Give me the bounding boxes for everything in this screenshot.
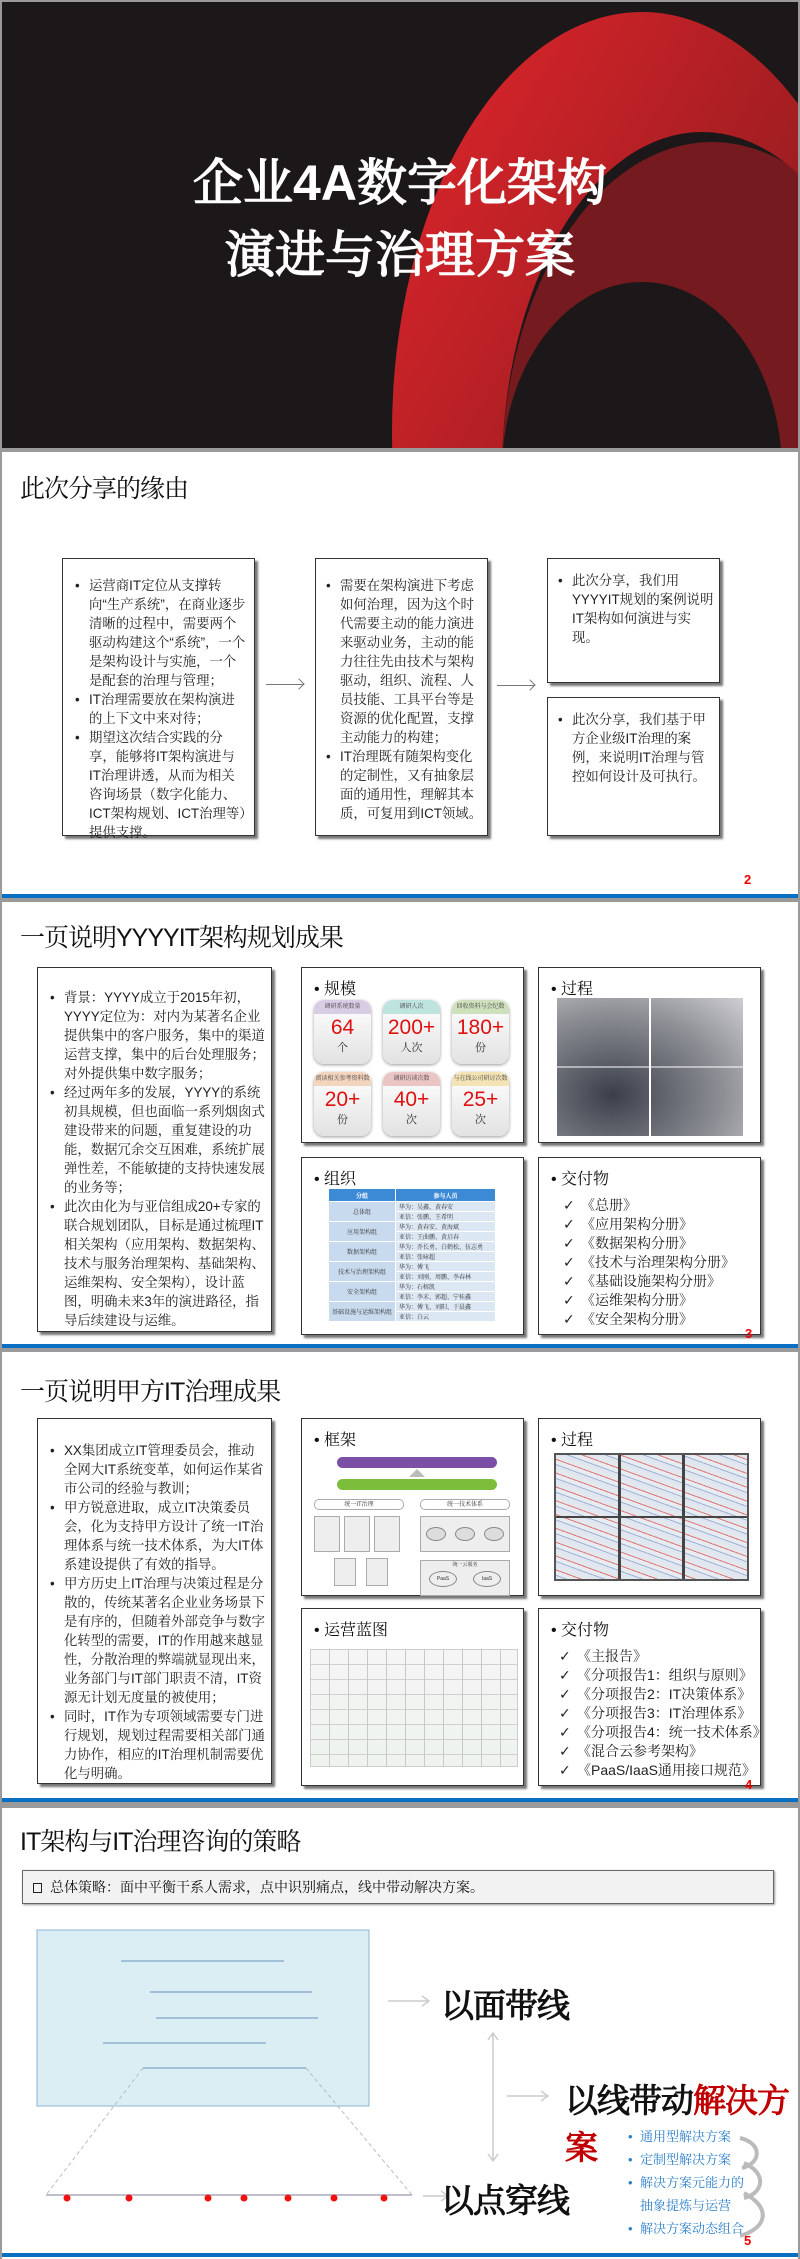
bullet: • 甲方历史上IT治理与决策过程是分散的，传统某著名企业业务场景下是有序的，但随着外部竞争与数字化转型的需要，IT的作用越来越显性，分散治理的弊端就显现出来，业务部门与IT部门职责不清，IT资源无计划无度量的被使用； (46, 1574, 265, 1707)
background-box (37, 1418, 272, 1784)
tile-label: 与在线公司研讨次数 (452, 1072, 509, 1086)
slide-bottom-bar (2, 1344, 798, 1348)
solution-item: • 通用型解决方案 (628, 2125, 748, 2148)
solution-item: • 解决方案元能力的抽象提炼与运营 (628, 2171, 748, 2217)
bullet: • 运营商IT定位从支撑转向“生产系统”，在商业逐步清晰的过程中，需要两个驱动构建这个“系统”，一个是架构设计与实施，一个是配套的治理与管理； (71, 576, 246, 690)
card-heading: • 过程 (551, 976, 593, 999)
member-cell: 亚信：李禾、郭超、宁桂鑫 (396, 1292, 496, 1302)
tile-unit: 次 (406, 1114, 417, 1126)
slide-title: 一页说明甲方IT治理成果 (20, 1378, 281, 1406)
pain-point-dot (331, 2195, 338, 2202)
pain-point-dot (285, 2195, 292, 2202)
tile-unit: 个 (337, 1042, 348, 1054)
slide-strategy (2, 1808, 798, 2259)
slide-reason (2, 452, 798, 898)
tile-label: 调研人次 (383, 1000, 440, 1014)
whiteboard-photo-collage (554, 1453, 749, 1581)
process-card (538, 1418, 761, 1596)
pain-point-dot (205, 2195, 212, 2202)
tile-unit: 份 (337, 1114, 348, 1126)
deliverable-item: ✓ 《技术与治理架构分册》 (563, 1253, 735, 1272)
member-cell: 亚信：张咏超 (396, 1252, 496, 1262)
group-cell: 总体组 (329, 1202, 396, 1222)
reason-box-3b (547, 697, 720, 836)
tile-value: 64 (330, 1016, 355, 1039)
tile-value: 20+ (324, 1088, 361, 1111)
member-cell: 华为：石榕凯 (396, 1282, 496, 1292)
page-number: 2 (744, 872, 752, 887)
deliverable-item: ✓ 《主报告》 (559, 1647, 760, 1666)
title-line-2: 演进与治理方案 (225, 227, 575, 283)
slide-bottom-bar (2, 2253, 798, 2257)
bullet: • XX集团成立IT管理委员会，推动全网大IT系统变革，如何运作某省市公司的经验与教训； (46, 1441, 265, 1498)
reason-box-2 (315, 558, 488, 836)
pain-point-dot (64, 2195, 71, 2202)
iaas-label: IaaS (473, 1571, 501, 1587)
member-cell: 华为：吴鑫、黄春安 (396, 1202, 496, 1212)
scale-tile (383, 1072, 440, 1136)
slide-title: 一页说明YYYYIT架构规划成果 (20, 924, 343, 952)
title-slide (2, 2, 798, 448)
tile-label: 回收资料与会纪数 (452, 1000, 509, 1014)
arrow-right-icon (266, 684, 303, 685)
line-label-red: 解决方案 (565, 2082, 789, 2166)
card-heading: • 运营蓝图 (314, 1617, 388, 1640)
deliverable-item: ✓ 《分项报告1：组织与原则》 (559, 1666, 760, 1685)
paas-label: PaaS (429, 1571, 457, 1587)
deliverable-item: ✓ 《数据架构分册》 (563, 1234, 735, 1253)
member-cell: 华为：傅飞、刘阳、于晨鑫 (396, 1302, 496, 1312)
tech-system-group (420, 1499, 510, 1589)
tile-unit: 人次 (400, 1042, 423, 1054)
group-cell: 基础设施与运维架构组 (329, 1302, 396, 1322)
column-header: 参与人员 (396, 1189, 496, 1202)
member-cell: 亚信：张鹏、王希明 (396, 1212, 496, 1222)
bullet: • 此次分享，我们基于甲方企业级IT治理的案例，来说明IT治理与管控如何设计及可执行。 (554, 710, 715, 786)
framework-card (301, 1418, 524, 1596)
tile-label: 调研访谈次数 (383, 1072, 440, 1086)
reason-box-3a (547, 558, 720, 683)
framework-arrow-up-icon (409, 1469, 425, 1477)
deliverable-item: ✓ 《分项报告3：IT治理体系》 (559, 1704, 760, 1723)
scale-tile (383, 1000, 440, 1064)
bullet: • 背景：YYYY成立于2015年初，YYYY定位为：对内为某著名企业提供集中的客户服务，集中的渠道运营支撑，集中的后台处理服务；对外提供集中数字服务； (46, 988, 265, 1083)
slide-title: 此次分享的缘由 (20, 475, 189, 503)
framework-second-bar (337, 1479, 497, 1490)
bullet: • 经过两年多的发展，YYYY的系统初具规模，但也面临一系列烟囱式建设带来的问题，重复建设的功能，数据冗余交互困难，系统扩展弹性差，不能敏捷的支持快速发展的业务等； (46, 1083, 265, 1197)
column-header: 分组 (329, 1189, 396, 1202)
table-row (329, 1222, 496, 1232)
it-governance-group (314, 1499, 404, 1589)
deliverable-item: ✓ 《应用架构分册》 (563, 1215, 735, 1234)
card-heading: • 规模 (314, 976, 356, 999)
reason-box-1 (62, 558, 255, 840)
deliverable-item: ✓ 《总册》 (563, 1196, 735, 1215)
strategy-text: 总体策略：面中平衡干系人需求，点中识别痛点，线中带动解决方案。 (50, 1879, 484, 1895)
bullet: • 需要在架构演进下考虑如何治理，因为这个时代需要主动的能力演进来驱动业务，主动的能力往往先由技术与架构驱动，组织、流程、人员技能、工具平台等是资源的优化配置，支撑主动能力的构建； (322, 576, 483, 747)
bullet: • IT治理既有随架构变化的定制性，又有抽象层面的通用性，理解其本质，可复用到ICT领域。 (322, 747, 483, 823)
vertical-double-arrow-icon (488, 2033, 498, 2161)
group-cell: 数据架构组 (329, 1242, 396, 1262)
group-header: 统一技术体系 (420, 1499, 510, 1510)
tile-value: 40+ (393, 1088, 430, 1111)
table-row (329, 1262, 496, 1272)
deliverable-item: ✓ 《安全架构分册》 (563, 1310, 735, 1329)
page-number: 3 (745, 1326, 753, 1341)
bullet: • 此次分享，我们用YYYYIT规划的案例说明IT架构如何演进与实现。 (554, 571, 715, 647)
scale-card (301, 967, 524, 1143)
solution-list (628, 2125, 748, 2240)
tile-label: 调研系统数量 (314, 1000, 371, 1014)
slide-title: IT架构与IT治理咨询的策略 (20, 1828, 301, 1856)
member-cell: 亚信：刘刚、周鹏、李春林 (396, 1272, 496, 1282)
arrow-right-icon (507, 2091, 548, 2101)
slide-bottom-bar (2, 1798, 798, 1802)
bullet: • 甲方锐意进取，成立IT决策委员会，化为支持甲方设计了统一IT治理体系与统一技术体系，为大IT体系建设提供了有效的指导。 (46, 1498, 265, 1574)
bullet: • 同时，IT作为专项领域需要专门进行规划，规划过程需要相关部门通力协作，相应的IT治理机制需要优化与明确。 (46, 1707, 265, 1783)
scale-tile (314, 1000, 371, 1064)
background-box (37, 967, 272, 1332)
organization-card (301, 1157, 524, 1335)
member-cell: 亚信：白云 (396, 1312, 496, 1322)
page-number: 5 (744, 2233, 752, 2248)
bullet: • IT治理需要放在架构演进的上下文中来对待； (71, 690, 246, 728)
group-header: 统一IT治理 (314, 1499, 404, 1510)
face-label: 以面带线 (441, 1987, 569, 2024)
pain-point-dot (381, 2195, 388, 2202)
scale-tile (314, 1072, 371, 1136)
slide-bottom-bar (2, 894, 798, 898)
deliverable-item: ✓ 《混合云参考架构》 (559, 1742, 760, 1761)
card-heading: • 组织 (314, 1166, 356, 1189)
table-row (329, 1282, 496, 1292)
deliverable-item: ✓ 《分项报告4：统一技术体系》 (559, 1723, 760, 1742)
group-cell: 应用架构组 (329, 1222, 396, 1242)
card-heading: • 过程 (551, 1427, 593, 1450)
slide-yyyy-results (2, 902, 798, 1348)
arrow-right-icon (388, 1996, 429, 2006)
pain-point-dot (241, 2195, 248, 2202)
slide-governance-results (2, 1352, 798, 1802)
table-row (329, 1202, 496, 1212)
tile-value: 200+ (387, 1016, 436, 1039)
deliverables-card (538, 1608, 767, 1786)
group-cell: 技术与治理架构组 (329, 1262, 396, 1282)
deliverable-item: ✓ 《基础设施架构分册》 (563, 1272, 735, 1291)
meeting-photo-collage (557, 998, 743, 1136)
member-cell: 华为：黄春安、黄海斌 (396, 1222, 496, 1232)
bullet: • 此次由化为与亚信组成20+专家的联合规划团队，目标是通过梳理IT相关架构（应用架构、数据架构、技术与服务治理架构、基础架构、运维架构、安全架构），设计蓝图，明确未来3年的演进路径，指导后续建设与运维。 (46, 1197, 265, 1330)
member-cell: 亚信：王曲鹏、黄启春 (396, 1232, 496, 1242)
group-cell: 安全架构组 (329, 1282, 396, 1302)
deliverable-item: ✓ 《运维架构分册》 (563, 1291, 735, 1310)
card-heading: • 交付物 (551, 1617, 609, 1640)
page-number: 4 (745, 1777, 753, 1792)
tile-unit: 次 (475, 1114, 486, 1126)
member-cell: 华为：乔长勇、白鹤松、伍志勇 (396, 1242, 496, 1252)
deliverable-item: ✓ 《分项报告2：IT决策体系》 (559, 1685, 760, 1704)
framework-top-bar (337, 1457, 497, 1468)
tile-value: 180+ (456, 1016, 505, 1039)
tile-label: 阅读相关参考资料数 (314, 1072, 371, 1086)
arrow-right-icon (497, 685, 534, 686)
deliverables-card (538, 1157, 761, 1335)
operations-blueprint-diagram (310, 1649, 518, 1767)
blueprint-card (301, 1608, 524, 1786)
cloud-service-label: 统一云服务 (452, 1562, 478, 1568)
point-label: 以点穿线 (441, 2182, 569, 2219)
tile-unit: 份 (475, 1042, 486, 1054)
table-row (329, 1242, 496, 1252)
bullet: • 期望这次结合实践的分享，能够将IT架构演进与IT治理讲透，从而为相关咨询场景（数字化能力、ICT架构规划、ICT治理等）提供支撑。 (71, 728, 246, 842)
process-card (538, 967, 761, 1143)
line-label-black: 以线带动 (565, 2082, 693, 2119)
scale-tile (452, 1072, 509, 1136)
title-line-1: 企业4A数字化架构 (193, 155, 607, 211)
scale-tile (452, 1000, 509, 1064)
pain-point-dot (126, 2195, 133, 2202)
solution-item: • 定制型解决方案 (628, 2148, 748, 2171)
card-heading: • 框架 (314, 1427, 356, 1450)
card-heading: • 交付物 (551, 1166, 609, 1189)
tile-value: 25+ (462, 1088, 499, 1111)
deliverable-item: ✓ 《PaaS/IaaS通用接口规范》 (559, 1761, 760, 1780)
member-cell: 华为：傅飞 (396, 1262, 496, 1272)
solution-item: • 解决方案动态组合 (628, 2217, 748, 2240)
table-row (329, 1302, 496, 1312)
organization-table (328, 1188, 496, 1322)
